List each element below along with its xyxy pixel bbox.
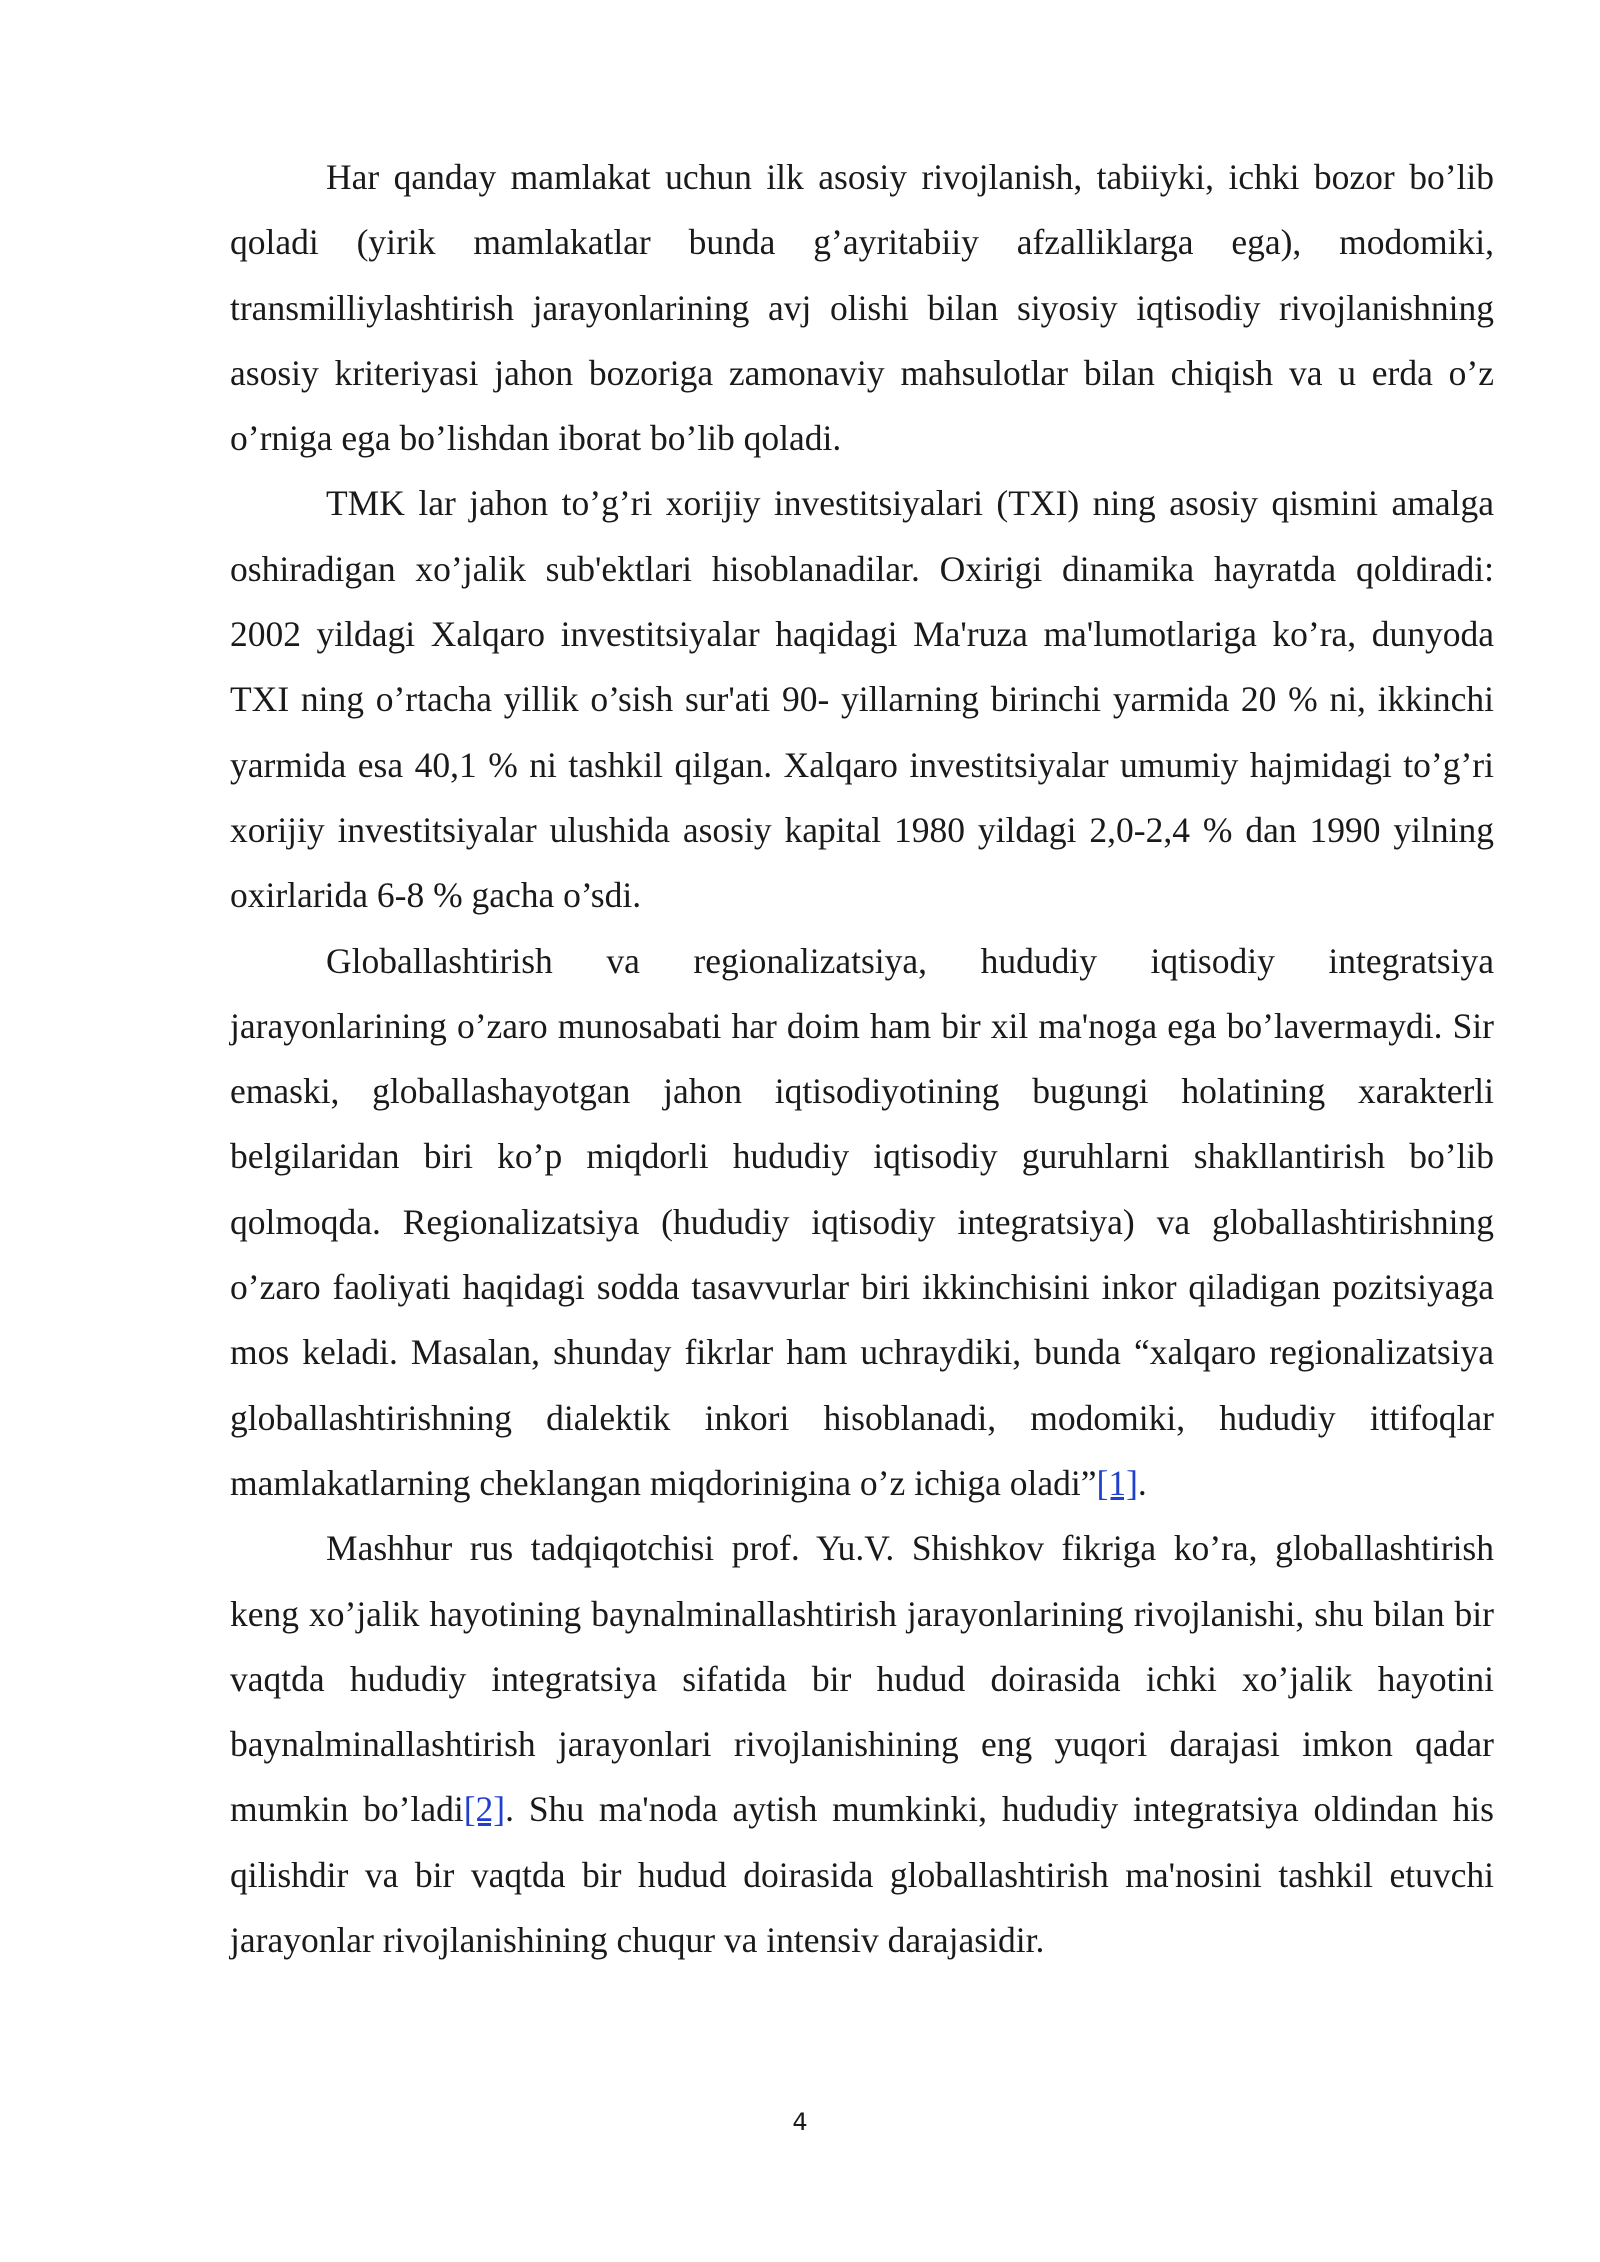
paragraph-3-end: . [1137,1462,1147,1503]
paragraph-4 [230,1516,1494,1973]
footnote-link-1[interactable]: [1] [1096,1462,1138,1503]
paragraph-4-end: . Shu ma'noda aytish mumkinki, hududiy integratsiya oldindan his qilishdir va bir vaqtda bir hudud doirasida globallashtirish ma'nosini tashkil etuvchi jarayonlar rivojlanishining chuqur va intensiv darajasidir. [230,1789,1494,1961]
page-body [230,145,1494,1973]
paragraph-1: Har qanday mamlakat uchun ilk asosiy rivojlanish, tabiiyki, ichki bozor bo’lib qoladi (yirik mamlakatlar bunda g’ayritabiiy afzalliklarga ega), modomiki, transmilliylashtirish jarayonlarining avj olishi bilan siyosiy iqtisodiy rivojlanishning asosiy kriteriyasi jahon bozoriga zamonaviy mahsulotlar bilan chiqish va u erda o’z o’rniga ega bo’lishdan iborat bo’lib qoladi. [230,157,1494,459]
paragraph-3-text: Globallashtirish va regionalizatsiya, hududiy iqtisodiy integratsiya jarayonlarining o’zaro munosabati har doim ham bir xil ma'noga ega bo’lavermaydi. Sir emaski, globallashayotgan jahon iqtisodiyotining bugungi holatining xarakterli belgilaridan biri ko’p miqdorli hududiy iqtisodiy guruhlarni shakllantirish bo’lib qolmoqda. Regionalizatsiya (hududiy iqtisodiy integratsiya) va globallashtirishning o’zaro faoliyati haqidagi sodda tasavvurlar biri ikkinchisini inkor qiladigan pozitsiyaga mos keladi. Masalan, shunday fikrlar ham uchraydiki, bunda “xalqaro regionalizatsiya globallashtirishning dialektik inkori hisoblanadi, modomiki, hududiy ittifoqlar mamlakatlarning cheklangan miqdorinigina o’z ichiga oladi” [230,940,1494,1503]
page-number: 4 [792,2108,808,2136]
footnote-link-2[interactable]: [2] [463,1789,506,1830]
paragraph-2: TMK lar jahon to’g’ri xorijiy investitsiyalari (TXI) ning asosiy qismini amalga oshiradigan xo’jalik sub'ektlari hisoblanadilar. Oxirigi dinamika hayratda qoldiradi: 2002 yildagi Xalqaro investitsiyalar haqidagi Ma'ruza ma'lumotlariga ko’ra, dunyoda TXI ning o’rtacha yillik o’sish sur'ati 90- yillarning birinchi yarmida 20 % ni, ikkinchi yarmida esa 40,1 % ni tashkil qilgan. Xalqaro investitsiyalar umumiy hajmidagi to’g’ri xorijiy investitsiyalar ulushida asosiy kapital 1980 yildagi 2,0-2,4 % dan 1990 yilning oxirlarida 6-8 % gacha o’sdi. [230,483,1494,916]
paragraph-3 [230,929,1494,1517]
paragraph-4-text: Mashhur rus tadqiqotchisi prof. Yu.V. Shishkov fikriga ko’ra, globallashtirish keng xo’jalik hayotining baynalminallashtirish jarayonlarining rivojlanishi, shu bilan bir vaqtda hududiy integratsiya sifatida bir hudud doirasida ichki xo’jalik hayotini baynalminallashtirish jarayonlari rivojlanishining eng yuqori darajasi imkon qadar mumkin bo’ladi [230,1528,1494,1830]
